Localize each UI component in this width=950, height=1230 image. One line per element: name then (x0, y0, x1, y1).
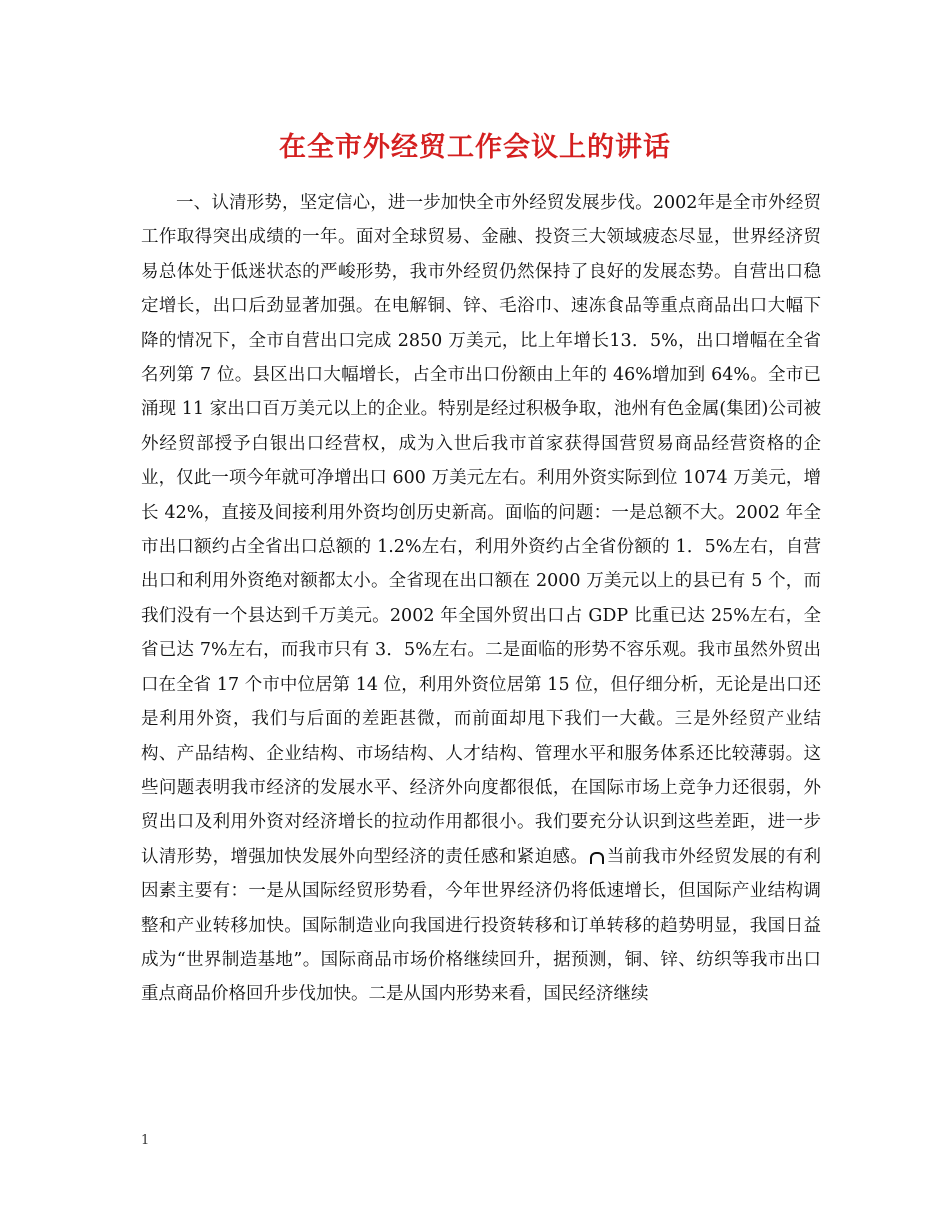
inline-mark-icon (590, 852, 604, 864)
document-title: 在全市外经贸工作会议上的讲话 (279, 132, 671, 163)
body-paragraph (141, 186, 821, 1012)
body-text-part-1: 一、认清形势，坚定信心，进一步加快全市外经贸发展步伐。2002年是全市外经贸工作取得突出成绩的一年。面对全球贸易、金融、投资三大领域疲态尽显，世界经济贸易总体处于低迷状态的严峻形势，我市外经贸仍然保持了良好的发展态势。自营出口稳定增长，出口后劲显著加强。在电解铜、锌、毛浴巾、速冻食品等重点商品出口大幅下降的情况下，全市自营出口完成 2850 万美元，比上年增长13．5%，出口增幅在全省名列第 7 位。县区出口大幅增长，占全市出口份额由上年的 46%增加到 64%。全市已涌现 11 家出口百万美元以上的企业。特别是经过积极争取，池州有色金属(集团)公司被外经贸部授予白银出口经营权，成为入世后我市首家获得国营贸易商品经营资格的企业，仅此一项今年就可净增出口 600 万美元左右。利用外资实际到位 1074 万美元，增长 42%，直接及间接利用外资均创历史新高。面临的问题：一是总额不大。2002 年全市出口额约占全省出口总额的 1.2%左右，利用外资约占全省份额的 1．5%左右，自营出口和利用外资绝对额都太小。全省现在出口额在 2000 万美元以上的县已有 5 个，而我们没有一个县达到千万美元。2002 年全国外贸出口占 GDP 比重已达 25%左右，全省已达 7%左右，而我市只有 3．5%左右。二是面临的形势不容乐观。我市虽然外贸出口在全省 17 个市中位居第 14 位，利用外资位居第 15 位，但仔细分析，无论是出口还是利用外资，我们与后面的差距甚微，而前面却甩下我们一大截。三是外经贸产业结构、产品结构、企业结构、市场结构、人才结构、管理水平和服务体系还比较薄弱。这些问题表明我市经济的发展水平、经济外向度都很低，在国际市场上竞争力还很弱，外贸出口及利用外资对经济增长的拉动作用都很小。我们要充分认识到这些差距，进一步认清形势，增强加快发展外向型经济的责任感和紧迫感。 (141, 193, 821, 867)
body-text-part-2: 当前我市外经贸发展的有利因素主要有：一是从国际经贸形势看，今年世界经济仍将低速增长，但国际产业结构调整和产业转移加快。国际制造业向我国进行投资转移和订单转移的趋势明显，我国日益成为“世界制造基地”。国际商品市场价格继续回升，据预测，铜、锌、纺织等我市出口重点商品价格回升步伐加快。二是从国内形势来看，国民经济继续 (141, 846, 821, 1005)
page-number: 1 (141, 1133, 150, 1148)
